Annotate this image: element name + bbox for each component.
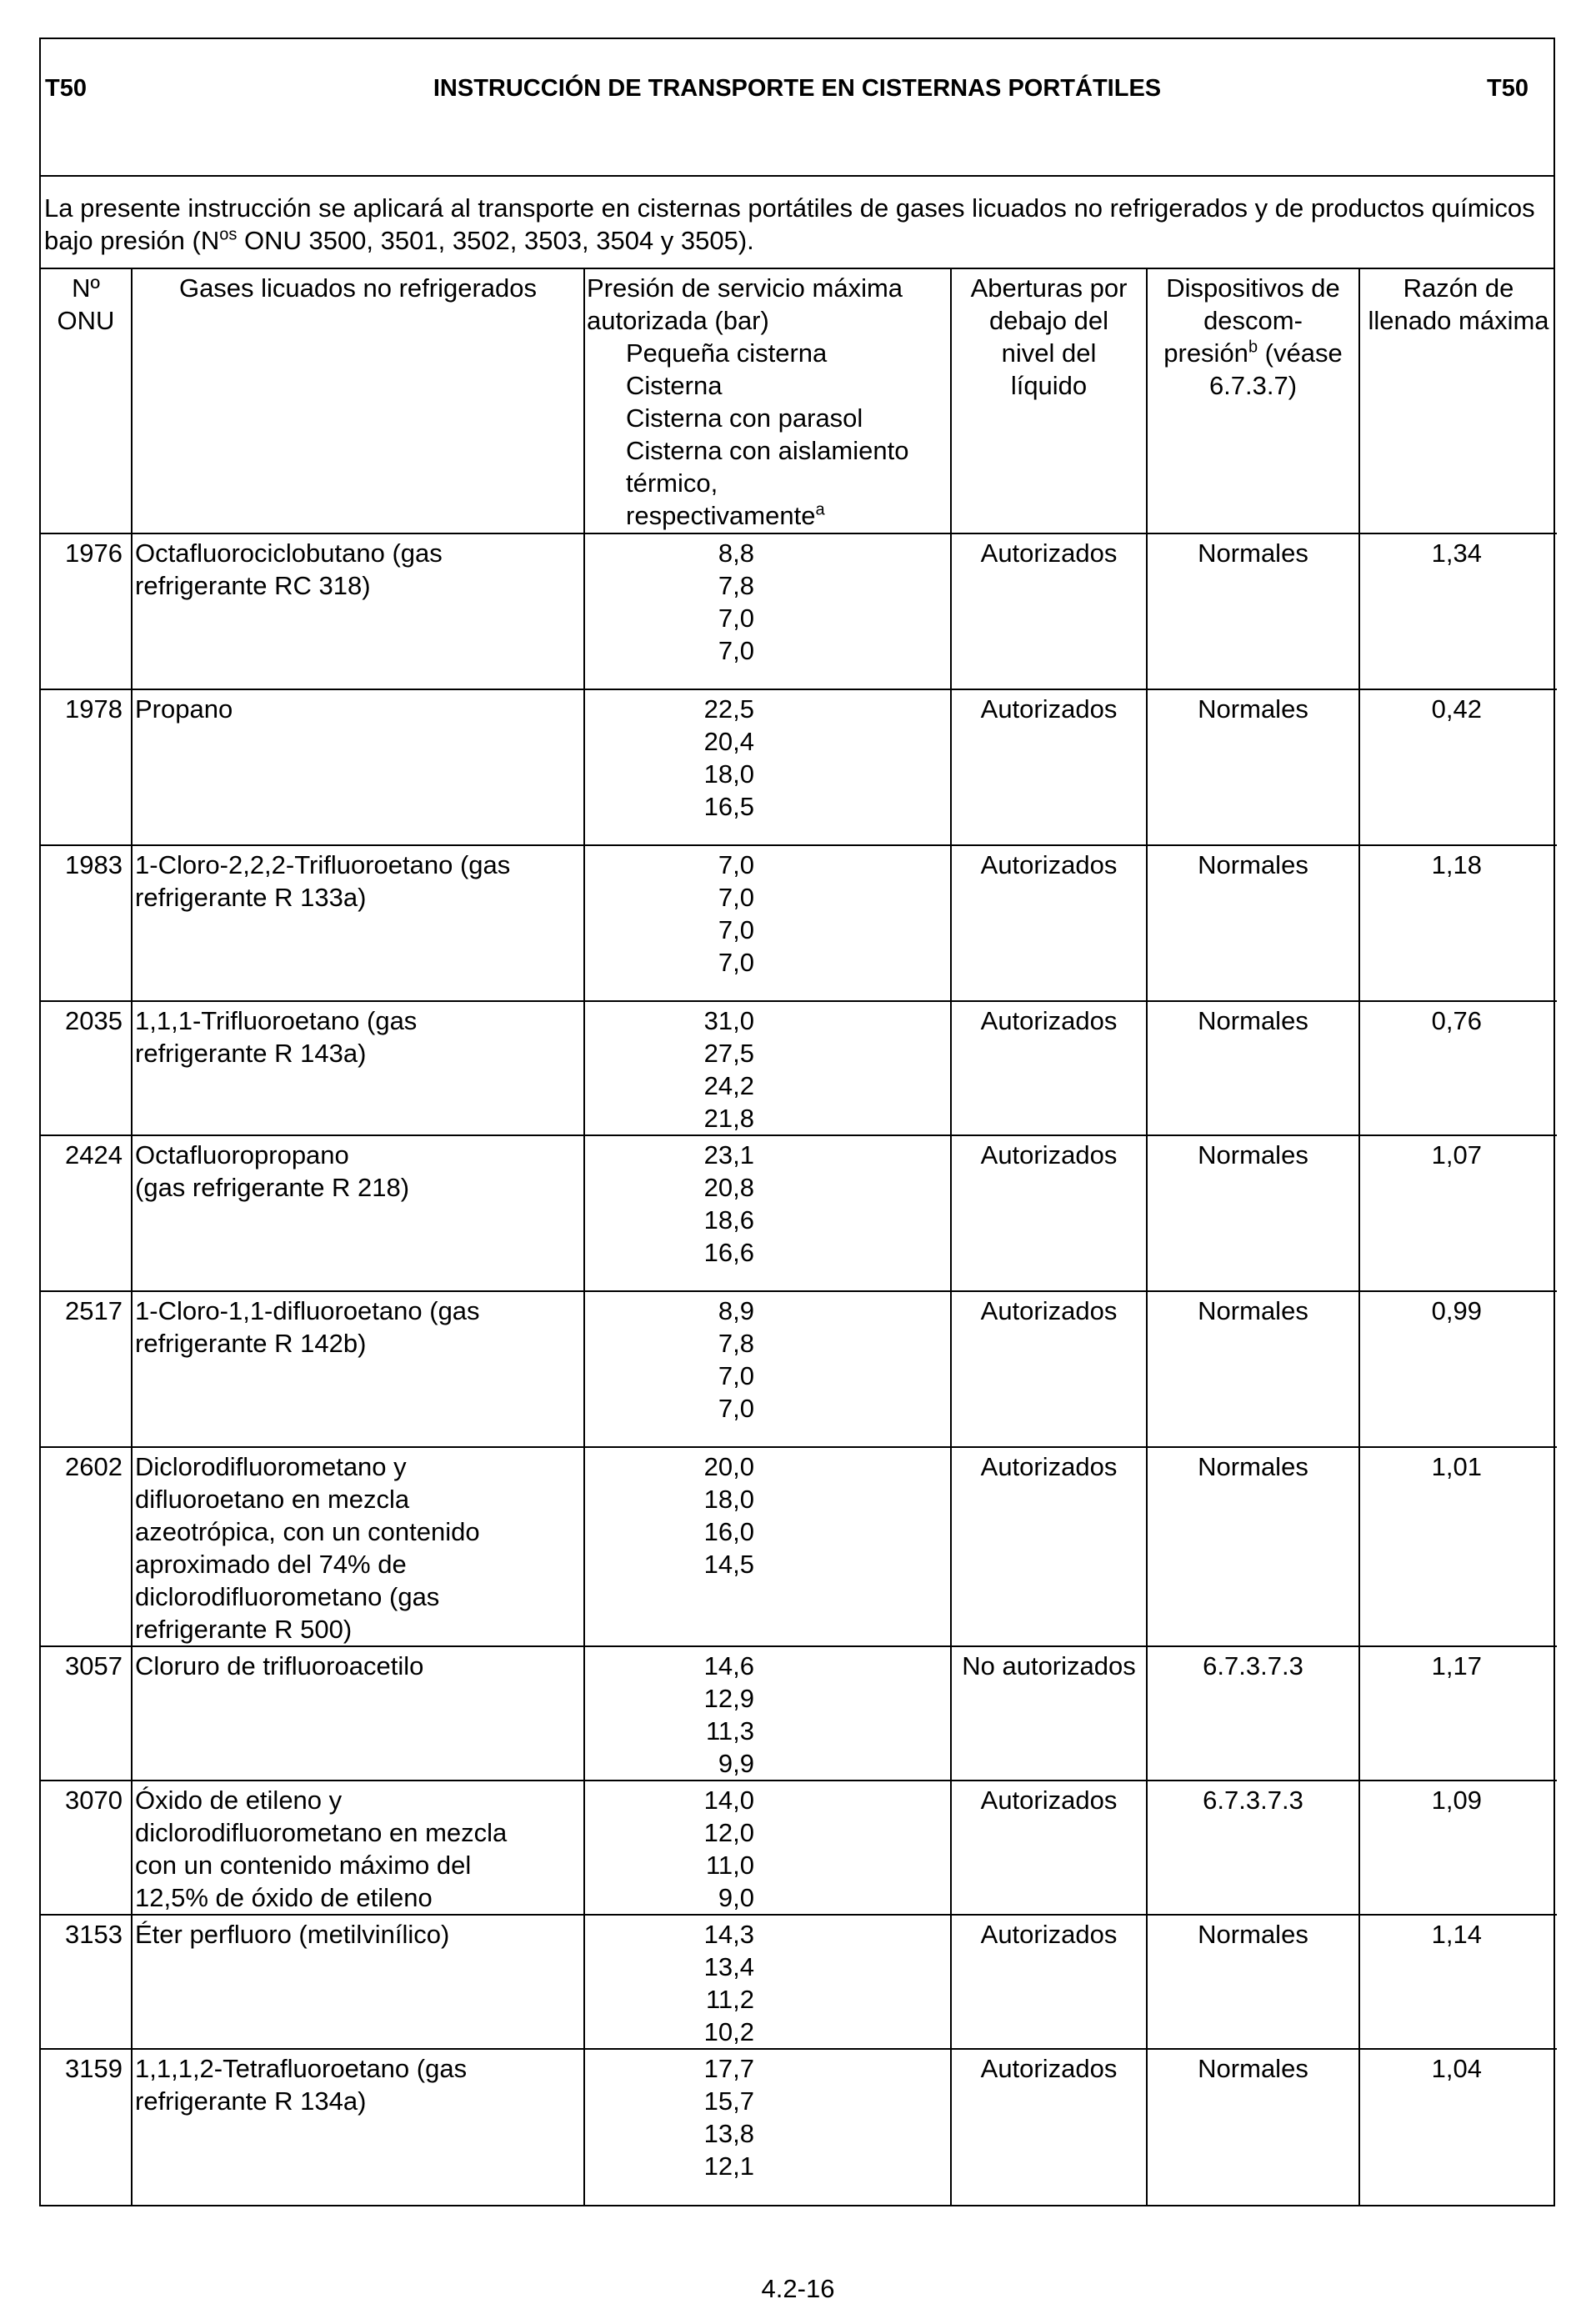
- cell-openings: [951, 2049, 1147, 2205]
- pressure-value: 12,9: [703, 1684, 754, 1713]
- un-number: 3070: [65, 1786, 123, 1815]
- sheet-title: INSTRUCCIÓN DE TRANSPORTE EN CISTERNAS PORTÁTILES: [433, 75, 1162, 102]
- cell-un-number: [41, 1781, 132, 1915]
- gas-name-line: Óxido de etileno y: [135, 1786, 343, 1815]
- cell-fill-ratio: [1359, 1646, 1557, 1781]
- fill-ratio-value: 1,09: [1431, 1786, 1482, 1815]
- table-row: [41, 1447, 1557, 1646]
- pressure-value: 12,1: [703, 2151, 754, 2181]
- cell-pressures: [584, 1291, 951, 1447]
- pressure-value: 7,0: [718, 636, 754, 665]
- relief-value: Normales: [1198, 1452, 1308, 1481]
- col-header-ratio-line: llenado máxima: [1368, 306, 1549, 335]
- relief-value: Normales: [1198, 2054, 1308, 2083]
- cell-gas-name: [132, 1915, 584, 2049]
- cell-openings: [951, 1291, 1147, 1447]
- cell-relief: [1147, 1135, 1359, 1291]
- gases-table: [41, 269, 1557, 2205]
- cell-relief: [1147, 2049, 1359, 2205]
- cell-openings: [951, 1915, 1147, 2049]
- cell-openings: [951, 1781, 1147, 1915]
- col-header-un-line: Nº: [72, 273, 100, 303]
- cell-gas-name: [132, 1447, 584, 1646]
- pressure-value: 31,0: [703, 1006, 754, 1035]
- col-header-relief: [1147, 269, 1359, 533]
- pressure-value: 14,3: [703, 1920, 754, 1949]
- col-header-pressure-sub: respectivamente$^a$: [626, 500, 825, 530]
- table-row: [41, 533, 1557, 689]
- instruction-code-right: T50: [1487, 75, 1528, 102]
- pressure-value: 22,5: [703, 694, 754, 724]
- cell-fill-ratio: [1359, 533, 1557, 689]
- col-header-pressure-sub: Cisterna con parasol: [626, 403, 863, 433]
- col-header-ratio-line: Razón de: [1403, 273, 1514, 303]
- gas-name-line: refrigerante R 133a): [135, 883, 367, 912]
- col-header-pressure-line: Presión de servicio máxima: [587, 273, 903, 303]
- gas-name-line: diclorodifluorometano en mezcla: [135, 1818, 508, 1847]
- openings-value: Autorizados: [980, 1140, 1118, 1170]
- pressure-value: 23,1: [703, 1140, 754, 1170]
- gas-name-line: difluoroetano en mezcla: [135, 1485, 410, 1514]
- col-header-pressure-sub: Cisterna: [626, 371, 723, 400]
- gas-name-line: Octafluoropropano: [135, 1140, 349, 1170]
- pressure-value: 11,2: [705, 1985, 754, 2014]
- pressure-value: 16,6: [703, 1238, 754, 1267]
- instruction-code-left: T50: [45, 75, 87, 102]
- cell-pressures: [584, 1001, 951, 1135]
- intro-text: La presente instrucción se aplicará al transporte en cisternas portátiles de gases licuados no refrigerados y de productos químicos bajo presión (N: [44, 193, 1535, 255]
- gas-name-line: refrigerante R 143a): [135, 1039, 367, 1068]
- cell-gas-name: [132, 1135, 584, 1291]
- relief-value: Normales: [1198, 1140, 1308, 1170]
- cell-un-number: [41, 2049, 132, 2205]
- pressure-value: 8,8: [718, 538, 754, 568]
- pressure-value: 12,0: [703, 1818, 754, 1847]
- pressure-value: 17,7: [703, 2054, 754, 2083]
- table-row: [41, 1781, 1557, 1915]
- col-header-pressure-sub: térmico,: [626, 468, 718, 498]
- cell-relief: [1147, 1447, 1359, 1646]
- pressure-value: 18,0: [703, 759, 754, 789]
- pressure-value: 14,6: [703, 1651, 754, 1680]
- relief-value: Normales: [1198, 850, 1308, 879]
- table-row: [41, 689, 1557, 845]
- cell-fill-ratio: [1359, 1135, 1557, 1291]
- pressure-value: 9,0: [718, 1883, 754, 1912]
- pressure-value: 7,8: [718, 571, 754, 600]
- un-number: 1978: [65, 694, 123, 724]
- pressure-value: 7,0: [718, 850, 754, 879]
- pressure-value: 7,0: [718, 948, 754, 977]
- cell-fill-ratio: [1359, 1001, 1557, 1135]
- pressure-value: 27,5: [703, 1039, 754, 1068]
- page-number: 4.2-16: [761, 2274, 835, 2303]
- gas-name-line: con un contenido máximo del: [135, 1851, 472, 1880]
- pressure-value: 16,0: [703, 1517, 754, 1546]
- cell-openings: [951, 1646, 1147, 1781]
- table-row: [41, 1001, 1557, 1135]
- table-row: [41, 2049, 1557, 2205]
- openings-value: Autorizados: [980, 1786, 1118, 1815]
- pressure-value: 24,2: [703, 1071, 754, 1100]
- cell-openings: [951, 533, 1147, 689]
- cell-relief: [1147, 1915, 1359, 2049]
- cell-un-number: [41, 1447, 132, 1646]
- gas-name-line: 12,5% de óxido de etileno: [135, 1883, 433, 1912]
- fill-ratio-value: 1,34: [1431, 538, 1482, 568]
- fill-ratio-value: 1,17: [1431, 1651, 1482, 1680]
- openings-value: Autorizados: [980, 694, 1118, 724]
- openings-value: Autorizados: [980, 850, 1118, 879]
- table-row: [41, 845, 1557, 1001]
- cell-un-number: [41, 845, 132, 1001]
- relief-value: Normales: [1198, 538, 1308, 568]
- un-number: 2517: [65, 1296, 123, 1325]
- openings-value: Autorizados: [980, 538, 1118, 568]
- fill-ratio-value: 1,18: [1431, 850, 1482, 879]
- pressure-value: 20,8: [703, 1173, 754, 1202]
- cell-fill-ratio: [1359, 1447, 1557, 1646]
- openings-value: Autorizados: [980, 1296, 1118, 1325]
- pressure-value: 7,0: [718, 1361, 754, 1390]
- pressure-value: 7,0: [718, 915, 754, 944]
- pressure-value: 8,9: [718, 1296, 754, 1325]
- gas-name-line: Octafluorociclobutano (gas: [135, 538, 443, 568]
- cell-gas-name: [132, 1781, 584, 1915]
- cell-openings: [951, 1135, 1147, 1291]
- gas-name-line: refrigerante R 500): [135, 1615, 353, 1644]
- un-number: 2035: [65, 1006, 123, 1035]
- pressure-value: 10,2: [703, 2017, 754, 2046]
- col-header-un: [41, 269, 132, 533]
- gas-name-line: refrigerante R 142b): [135, 1329, 367, 1358]
- gas-name-line: Diclorodifluorometano y: [135, 1452, 407, 1481]
- cell-fill-ratio: [1359, 2049, 1557, 2205]
- table-row: [41, 1915, 1557, 2049]
- cell-pressures: [584, 1447, 951, 1646]
- table-header-row: [41, 269, 1557, 533]
- table-row: [41, 1291, 1557, 1447]
- pressure-value: 7,8: [718, 1329, 754, 1358]
- gas-name-line: refrigerante RC 318): [135, 571, 371, 600]
- cell-gas-name: [132, 2049, 584, 2205]
- col-header-gas: Gases licuados no refrigerados: [132, 269, 584, 533]
- cell-pressures: [584, 2049, 951, 2205]
- instruction-sheet: [39, 38, 1555, 2206]
- cell-pressures: [584, 1135, 951, 1291]
- col-header-relief-line: presión$^b$ (véase: [1163, 338, 1343, 368]
- un-number: 3057: [65, 1651, 123, 1680]
- cell-pressures: [584, 1915, 951, 2049]
- col-header-ratio: [1359, 269, 1557, 533]
- gas-name-line: 1-Cloro-2,2,2-Trifluoroetano (gas: [135, 850, 511, 879]
- un-number: 2602: [65, 1452, 123, 1481]
- col-header-un-line: ONU: [57, 306, 115, 335]
- gas-name-line: 1,1,1-Trifluoroetano (gas: [135, 1006, 418, 1035]
- gas-name-line: Cloruro de trifluoroacetilo: [135, 1651, 424, 1680]
- gas-name-line: 1-Cloro-1,1-difluoroetano (gas: [135, 1296, 480, 1325]
- un-number: 3159: [65, 2054, 123, 2083]
- gas-name-line: refrigerante R 134a): [135, 2086, 367, 2116]
- fill-ratio-value: 0,76: [1431, 1006, 1482, 1035]
- openings-value: Autorizados: [980, 1006, 1118, 1035]
- relief-value: Normales: [1198, 1920, 1308, 1949]
- openings-value: No autorizados: [962, 1651, 1136, 1680]
- gas-name-line: azeotrópica, con un contenido: [135, 1517, 480, 1546]
- gas-name-line: Propano: [135, 694, 233, 724]
- pressure-value: 20,4: [703, 727, 754, 756]
- col-header-relief-line: 6.7.3.7): [1208, 371, 1298, 400]
- un-number: 1983: [65, 850, 123, 879]
- cell-un-number: [41, 1915, 132, 2049]
- intro-sup: os: [219, 225, 238, 244]
- cell-fill-ratio: [1359, 1781, 1557, 1915]
- openings-value: Autorizados: [980, 1452, 1118, 1481]
- col-header-relief-line: Dispositivos de: [1166, 273, 1340, 303]
- cell-fill-ratio: [1359, 689, 1557, 845]
- pressure-value: 13,8: [703, 2119, 754, 2148]
- col-header-openings-line: Aberturas por: [970, 273, 1128, 303]
- cell-un-number: [41, 1135, 132, 1291]
- pressure-value: 21,8: [703, 1104, 754, 1133]
- gas-name-line: 1,1,1,2-Tetrafluoroetano (gas: [135, 2054, 468, 2083]
- cell-gas-name: [132, 845, 584, 1001]
- relief-value: Normales: [1198, 1006, 1308, 1035]
- footnote-marker-b: b: [1248, 338, 1258, 357]
- fill-ratio-value: 1,07: [1431, 1140, 1482, 1170]
- col-header-relief-line: descom-: [1203, 306, 1303, 335]
- fill-ratio-value: 1,01: [1431, 1452, 1482, 1481]
- cell-fill-ratio: [1359, 1291, 1557, 1447]
- cell-pressures: [584, 845, 951, 1001]
- pressure-value: 16,5: [703, 792, 754, 821]
- cell-gas-name: [132, 689, 584, 845]
- cell-pressures: [584, 1781, 951, 1915]
- table-row: [41, 1646, 1557, 1781]
- gas-name-line: Éter perfluoro (metilvinílico): [135, 1920, 450, 1949]
- pressure-value: 11,0: [705, 1851, 754, 1880]
- cell-gas-name: [132, 533, 584, 689]
- pressure-value: 9,9: [718, 1749, 754, 1778]
- fill-ratio-value: 1,14: [1431, 1920, 1482, 1949]
- pressure-value: 14,5: [703, 1550, 754, 1579]
- cell-relief: [1147, 845, 1359, 1001]
- cell-pressures: [584, 689, 951, 845]
- relief-value: 6.7.3.7.3: [1203, 1786, 1303, 1815]
- fill-ratio-value: 0,42: [1431, 694, 1482, 724]
- pressure-value: 14,0: [703, 1786, 754, 1815]
- pressure-value: 15,7: [703, 2086, 754, 2116]
- relief-value: Normales: [1198, 694, 1308, 724]
- cell-un-number: [41, 533, 132, 689]
- cell-un-number: [41, 1646, 132, 1781]
- table-row: [41, 1135, 1557, 1291]
- cell-fill-ratio: [1359, 1915, 1557, 2049]
- openings-value: Autorizados: [980, 1920, 1118, 1949]
- pressure-value: 7,0: [718, 883, 754, 912]
- col-header-openings: [951, 269, 1147, 533]
- intro-paragraph: [41, 177, 1553, 269]
- col-header-openings-line: líquido: [1010, 371, 1088, 400]
- cell-un-number: [41, 689, 132, 845]
- cell-relief: [1147, 689, 1359, 845]
- cell-un-number: [41, 1291, 132, 1447]
- cell-openings: [951, 845, 1147, 1001]
- cell-relief: [1147, 1646, 1359, 1781]
- cell-un-number: [41, 1001, 132, 1135]
- cell-fill-ratio: [1359, 845, 1557, 1001]
- pressure-value: 7,0: [718, 604, 754, 633]
- gas-name-line: aproximado del 74% de: [135, 1550, 407, 1579]
- pressure-value: 7,0: [718, 1394, 754, 1423]
- pressure-value: 13,4: [703, 1952, 754, 1981]
- cell-pressures: [584, 1646, 951, 1781]
- pressure-value: 20,0: [703, 1452, 754, 1481]
- relief-value: 6.7.3.7.3: [1203, 1651, 1303, 1680]
- un-number: 3153: [65, 1920, 123, 1949]
- intro-text-end: ONU 3500, 3501, 3502, 3503, 3504 y 3505).: [237, 226, 754, 255]
- cell-relief: [1147, 1001, 1359, 1135]
- cell-relief: [1147, 533, 1359, 689]
- col-header-openings-line: nivel del: [1001, 338, 1097, 368]
- cell-relief: [1147, 1781, 1359, 1915]
- table-body: [41, 533, 1557, 2205]
- col-header-pressure-line: autorizada (bar): [587, 306, 769, 335]
- relief-value: Normales: [1198, 1296, 1308, 1325]
- un-number: 1976: [65, 538, 123, 568]
- pressure-value: 18,0: [703, 1485, 754, 1514]
- col-header-pressure: [584, 269, 951, 533]
- sheet-header: [41, 39, 1553, 177]
- cell-openings: [951, 1447, 1147, 1646]
- pressure-value: 18,6: [703, 1205, 754, 1235]
- fill-ratio-value: 1,04: [1431, 2054, 1482, 2083]
- col-header-pressure-sub: Cisterna con aislamiento: [626, 436, 909, 465]
- footnote-marker-a: a: [815, 500, 825, 519]
- openings-value: Autorizados: [980, 2054, 1118, 2083]
- cell-openings: [951, 1001, 1147, 1135]
- cell-gas-name: [132, 1291, 584, 1447]
- col-header-pressure-sub: Pequeña cisterna: [626, 338, 828, 368]
- un-number: 2424: [65, 1140, 123, 1170]
- cell-relief: [1147, 1291, 1359, 1447]
- gas-name-line: diclorodifluorometano (gas: [135, 1582, 440, 1611]
- cell-pressures: [584, 533, 951, 689]
- col-header-openings-line: debajo del: [988, 306, 1109, 335]
- fill-ratio-value: 0,99: [1431, 1296, 1482, 1325]
- cell-openings: [951, 689, 1147, 845]
- cell-gas-name: [132, 1646, 584, 1781]
- pressure-value: 11,3: [705, 1716, 754, 1746]
- cell-gas-name: [132, 1001, 584, 1135]
- gas-name-line: (gas refrigerante R 218): [135, 1173, 410, 1202]
